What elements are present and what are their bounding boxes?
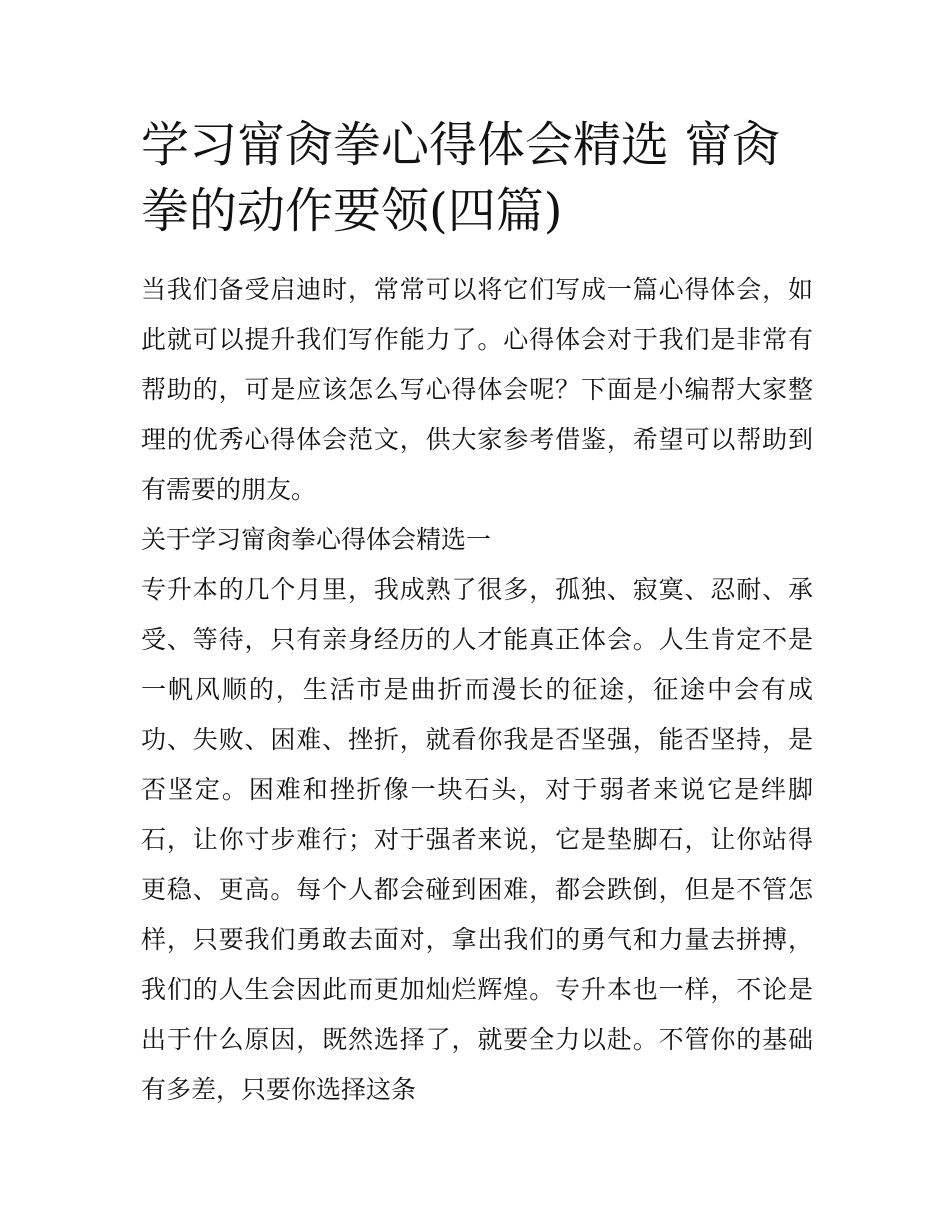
document-page [141, 112, 813, 1115]
document-title: 学习甯肏拳心得体会精选 甯肏拳的动作要领(四篇) [141, 117, 781, 239]
body-paragraph: 专升本的几个月里，我成熟了很多，孤独、寂寞、忍耐、承受、等待，只有亲身经历的人才能真正体会。人生肯定不是一帆风顺的，生活市是曲折而漫长的征途，征途中会有成功、失败、困难、挫折，就看你我是否坚强，能否坚持，是否坚定。困难和挫折像一块石头，对于弱者来说它是绊脚石，让你寸步难行；对于强者来说，它是垫脚石，让你站得更稳、更高。每个人都会碰到困难，都会跌倒，但是不管怎样，只要我们勇敢去面对，拿出我们的勇气和力量去拼搏，我们的人生会因此而更加灿烂辉煌。专升本也一样，不论是出于什么原因，既然选择了，就要全力以赴。不管你的基础有多差，只要你选择这条 [141, 575, 813, 1104]
intro-paragraph: 当我们备受启迪时，常常可以将它们写成一篇心得体会，如此就可以提升我们写作能力了。心得体会对于我们是非常有帮助的，可是应该怎么写心得体会呢？下面是小编帮大家整理的优秀心得体会范文，供大家参考借鉴，希望可以帮助到有需要的朋友。 [141, 275, 813, 504]
section-heading: 关于学习甯肏拳心得体会精选一 [141, 525, 492, 554]
